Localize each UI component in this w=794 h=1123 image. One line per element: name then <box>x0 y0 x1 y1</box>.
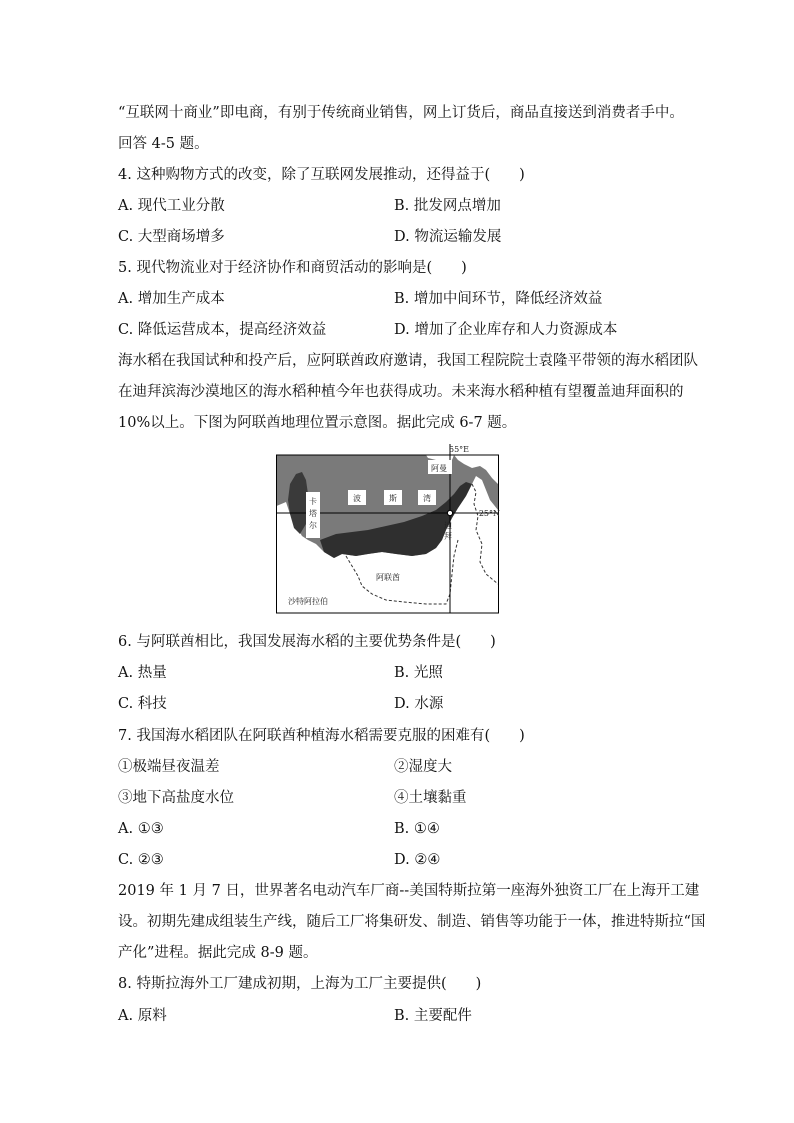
question-5-option-c: C. 降低运营成本，提高经济效益 <box>118 322 327 338</box>
question-4-option-b: B. 批发网点增加 <box>394 198 501 214</box>
question-6-option-d: D. 水源 <box>394 696 444 712</box>
dubai-marker <box>447 510 452 515</box>
question-5-stem: 5. 现代物流业对于经济协作和商贸活动的影响是( ) <box>118 260 467 276</box>
qatar-label-1: 卡 <box>309 497 317 506</box>
question-8-stem: 8. 特斯拉海外工厂建成初期，上海为工厂主要提供( ) <box>118 976 482 992</box>
question-4-option-c: C. 大型商场增多 <box>118 229 225 245</box>
parallel-label: 25°N <box>478 509 500 518</box>
question-6-option-b: B. 光照 <box>394 665 443 681</box>
question-7-option-d: D. ②④ <box>394 852 441 868</box>
intro-4-5-line1: “互联网十商业”即电商，有别于传统商业销售，网上订货后，商品直接送到消费者手中。 <box>118 105 684 121</box>
dubai-label-2: 拜 <box>444 532 452 541</box>
gulf-label-1: 波 <box>353 494 361 503</box>
question-8-option-a: A. 原料 <box>118 1008 167 1024</box>
question-5-option-b: B. 增加中间环节，降低经济效益 <box>394 291 603 307</box>
question-7-option-b: B. ①④ <box>394 821 440 837</box>
question-7-stem: 7. 我国海水稻团队在阿联酋种植海水稻需要克服的困难有( ) <box>118 728 525 744</box>
question-4-option-d: D. 物流运输发展 <box>394 229 502 245</box>
question-7-option-a: A. ①③ <box>118 821 164 837</box>
question-5-option-d: D. 增加了企业库存和人力资源成本 <box>394 322 618 338</box>
oman-label: 阿曼 <box>431 464 447 473</box>
qatar-label-3: 尔 <box>309 521 317 530</box>
question-4-stem: 4. 这种购物方式的改变，除了互联网发展推动，还得益于( ) <box>118 167 525 183</box>
saudi-label: 沙特阿拉伯 <box>288 597 328 606</box>
intro-6-7-line1: 海水稻在我国试种和投产后，应阿联酋政府邀请，我国工程院院士袁隆平带领的海水稻团队 <box>118 353 698 369</box>
gulf-label-3: 湾 <box>423 494 431 503</box>
question-7-statement-3: ③地下高盐度水位 <box>118 790 234 806</box>
intro-8-9-line3: 产化”进程。据此完成 8-9 题。 <box>118 945 318 961</box>
question-7-option-c: C. ②③ <box>118 852 164 868</box>
question-4-option-a: A. 现代工业分散 <box>118 198 225 214</box>
question-8-option-b: B. 主要配件 <box>394 1008 472 1024</box>
question-5-option-a: A. 增加生产成本 <box>118 291 225 307</box>
uae-location-map <box>276 444 501 614</box>
question-7-statement-2: ②湿度大 <box>394 759 452 775</box>
intro-8-9-line1: 2019 年 1 月 7 日，世界著名电动汽车厂商--美国特斯拉第一座海外独资工厂在上海开工建 <box>118 883 700 899</box>
question-7-statement-4: ④土壤黏重 <box>394 790 467 806</box>
intro-6-7-line3: 10%以上。下图为阿联酋地理位置示意图。据此完成 6-7 题。 <box>118 415 517 431</box>
dubai-label-1: 迪 <box>444 521 452 530</box>
intro-8-9-line2: 设。初期先建成组装生产线，随后工厂将集研发、制造、销售等功能于一体，推进特斯拉“国 <box>118 914 706 930</box>
intro-4-5-line2: 回答 4-5 题。 <box>118 136 209 152</box>
qatar-label-2: 塔 <box>309 509 317 518</box>
meridian-label: 55°E <box>449 445 470 454</box>
uae-label: 阿联酋 <box>376 573 400 582</box>
question-7-statement-1: ①极端昼夜温差 <box>118 759 220 775</box>
question-6-stem: 6. 与阿联酋相比，我国发展海水稻的主要优势条件是( ) <box>118 634 496 650</box>
intro-6-7-line2: 在迪拜滨海沙漠地区的海水稻种植今年也获得成功。未来海水稻种植有望覆盖迪拜面积的 <box>118 384 684 400</box>
question-6-option-c: C. 科技 <box>118 696 167 712</box>
gulf-label-2: 斯 <box>389 494 397 503</box>
question-6-option-a: A. 热量 <box>118 665 167 681</box>
